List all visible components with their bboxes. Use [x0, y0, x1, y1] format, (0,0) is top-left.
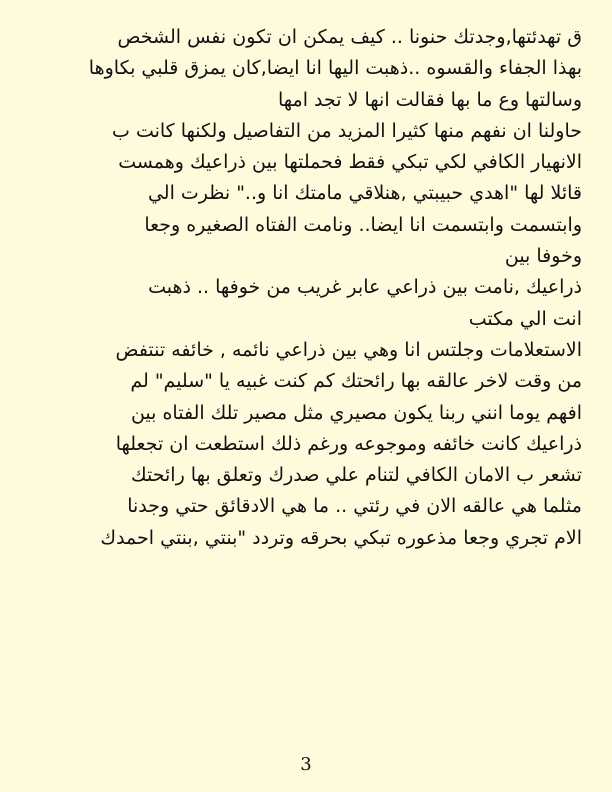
text-line: ذراعيك كانت خائفه وموجوعه ورغم ذلك استطعت ان تجعلها [115, 432, 582, 455]
text-line: ق تهدئتها,وجدتك حنونا .. كيف يمكن ان تكون نفس الشخص [117, 26, 582, 48]
text-line: تشعر ب الامان الكافي لتنام علي صدرك وتعلق بها رائحتك [131, 464, 582, 487]
text-line: انت الي مكتب [468, 307, 582, 330]
text-line: مثلما هي عالقه الان في رئتي .. ما هي الادقائق حتي وجدنا [127, 495, 582, 518]
text-line: الاستعلامات وجلتس انا وهي بين ذراعي نائمه , خائفه تنتفض [115, 338, 582, 361]
text-line: حاولنا ان نفهم منها كثيرا المزيد من التفاصيل ولكنها كانت ب [112, 119, 582, 142]
text-line: وخوفا بين [504, 245, 582, 268]
text-line: افهم يوما انني ربنا يكون مصيري مثل مصير تلك الفتاه بين [130, 401, 582, 424]
text-line: من وقت لاخر عالقه بها رائحتك كم كنت غبيه يا "سليم" لم [130, 370, 582, 393]
text-line: وابتسمت وابتسمت انا ايضا.. ونامت الفتاه الصغيره وجعا [144, 213, 582, 236]
text-line: بهذا الجفاء والقسوه ..ذهبت اليها انا ايضا,كان يمزق قلبي بكاوها [88, 57, 582, 80]
text-line: ذراعيك ,نامت بين ذراعي عابر غريب من خوفها .. ذهبت [148, 276, 582, 299]
body-text [30, 22, 582, 554]
text-line: الام تجري وجعا مذعوره تبكي بحرقه وتردد "بنتي ,بنتي احمدك [100, 526, 582, 549]
text-line: قائلا لها "اهدي حبيبتي ,هنلاقي مامتك انا و.." نظرت الي [147, 182, 582, 205]
text-line: وسالتها وع ما بها فقالت انها لا تجد امها [278, 88, 582, 111]
text-line: الانهيار الكافي لكي تبكي فقط فحملتها بين ذراعيك وهمست [118, 151, 582, 174]
page-number: 3 [300, 754, 312, 775]
